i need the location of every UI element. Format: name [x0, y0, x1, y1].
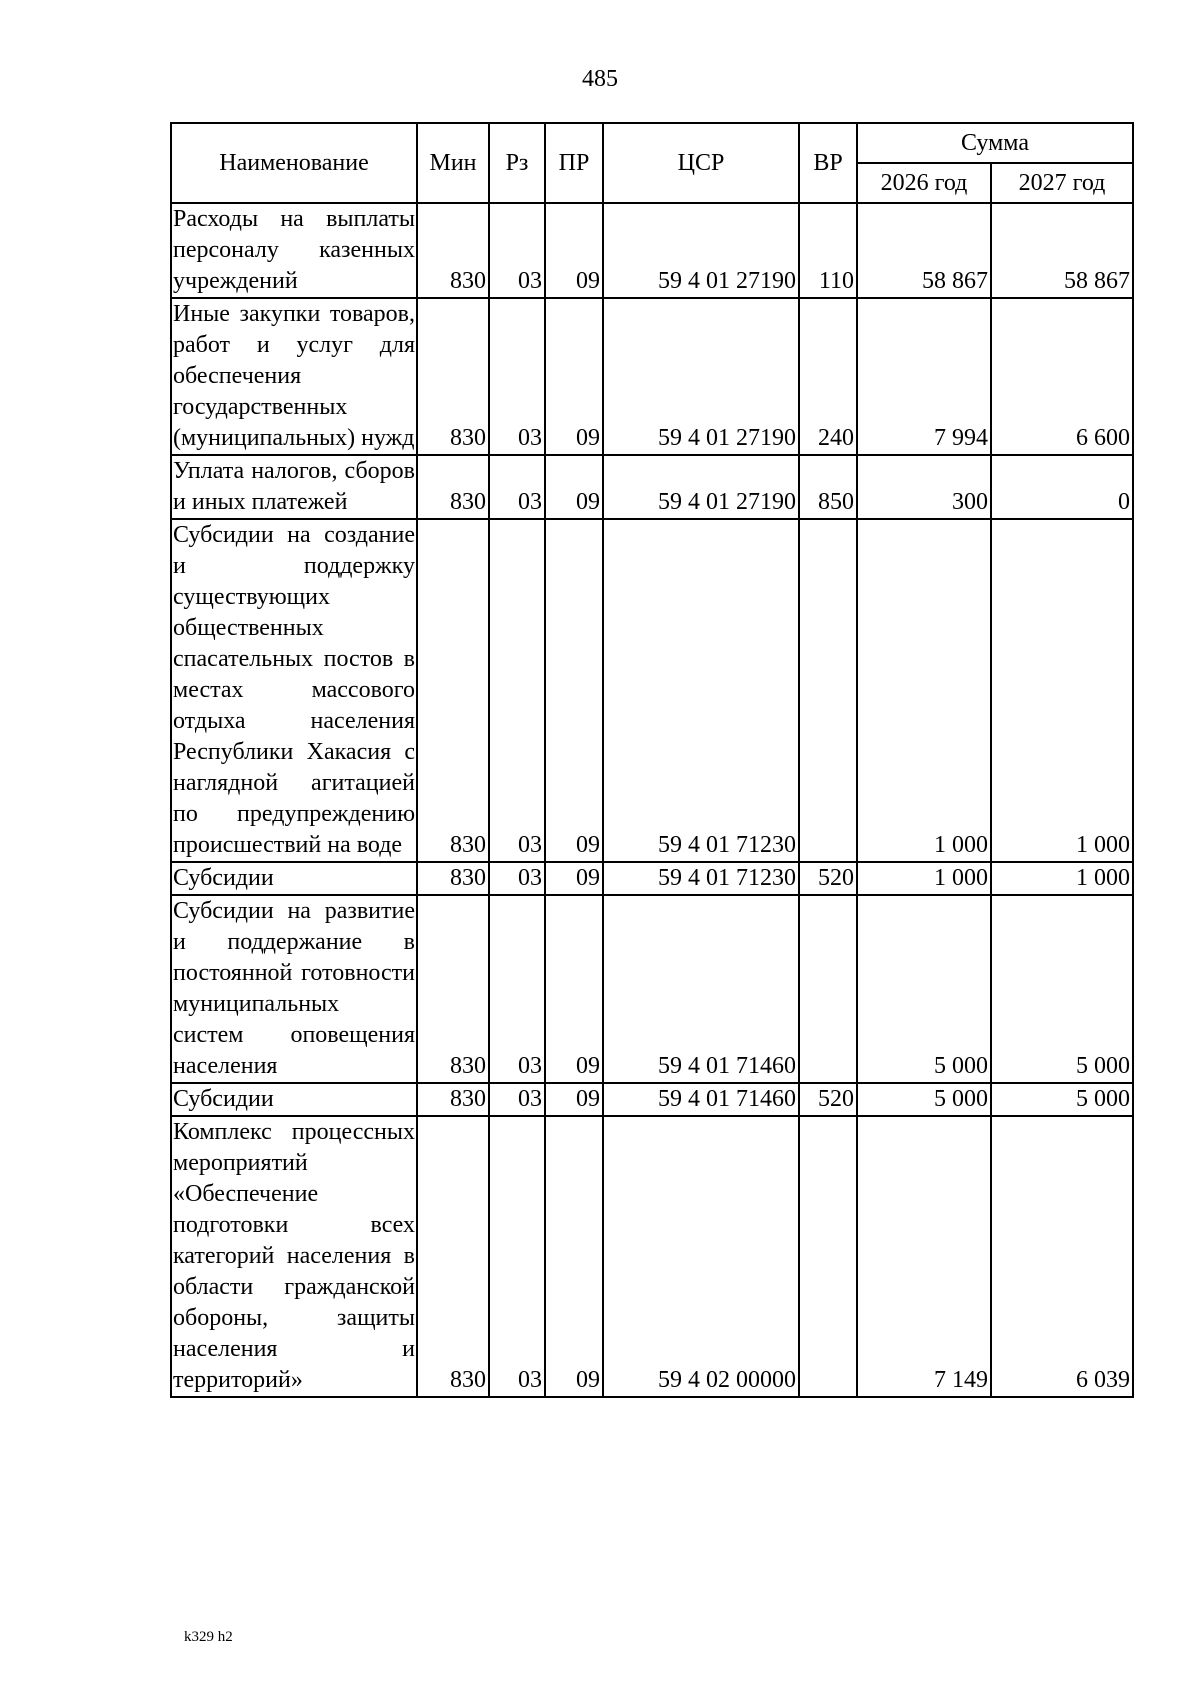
row-pr: 09 — [545, 1116, 603, 1397]
row-rz: 03 — [489, 455, 545, 519]
row-name: Уплата налогов, сборов и иных платежей — [171, 455, 417, 519]
row-vr: 850 — [799, 455, 857, 519]
row-sum-2026: 7 994 — [857, 298, 991, 455]
row-sum-2027: 1 000 — [991, 862, 1133, 895]
row-pr: 09 — [545, 1083, 603, 1116]
header-sum: Сумма — [857, 123, 1133, 163]
header-year-2026: 2026 год — [857, 163, 991, 203]
header-name: Наименование — [171, 123, 417, 203]
row-pr: 09 — [545, 298, 603, 455]
row-sum-2026: 1 000 — [857, 862, 991, 895]
row-rz: 03 — [489, 862, 545, 895]
table-row — [171, 203, 1133, 298]
row-name: Субсидии на развитие и поддержание в постоянной готовности муниципальных систем оповещения населения — [171, 895, 417, 1083]
row-csr: 59 4 01 71460 — [603, 895, 799, 1083]
row-pr: 09 — [545, 895, 603, 1083]
row-csr: 59 4 01 27190 — [603, 298, 799, 455]
table-row — [171, 298, 1133, 455]
table-row — [171, 862, 1133, 895]
row-sum-2026: 300 — [857, 455, 991, 519]
page-number: 485 — [582, 66, 618, 92]
row-pr: 09 — [545, 455, 603, 519]
table-row — [171, 1116, 1133, 1397]
row-vr: 110 — [799, 203, 857, 298]
row-sum-2026: 58 867 — [857, 203, 991, 298]
row-vr: 240 — [799, 298, 857, 455]
row-min: 830 — [417, 1083, 489, 1116]
row-name: Иные закупки товаров, работ и услуг для обеспечения государственных (муниципальных) нужд — [171, 298, 417, 455]
table-row — [171, 455, 1133, 519]
row-csr: 59 4 02 00000 — [603, 1116, 799, 1397]
row-rz: 03 — [489, 895, 545, 1083]
row-vr: 520 — [799, 862, 857, 895]
row-min: 830 — [417, 519, 489, 862]
header-csr: ЦСР — [603, 123, 799, 203]
row-csr: 59 4 01 71230 — [603, 862, 799, 895]
row-sum-2027: 5 000 — [991, 1083, 1133, 1116]
row-pr: 09 — [545, 519, 603, 862]
row-sum-2026: 5 000 — [857, 1083, 991, 1116]
row-rz: 03 — [489, 519, 545, 862]
row-vr — [799, 1116, 857, 1397]
row-min: 830 — [417, 298, 489, 455]
row-name: Субсидии — [171, 862, 417, 895]
row-pr: 09 — [545, 862, 603, 895]
row-vr — [799, 519, 857, 862]
row-rz: 03 — [489, 1083, 545, 1116]
table-row — [171, 1083, 1133, 1116]
row-vr — [799, 895, 857, 1083]
row-sum-2026: 1 000 — [857, 519, 991, 862]
row-min: 830 — [417, 895, 489, 1083]
row-sum-2027: 6 039 — [991, 1116, 1133, 1397]
row-sum-2027: 0 — [991, 455, 1133, 519]
row-sum-2026: 5 000 — [857, 895, 991, 1083]
row-name: Субсидии — [171, 1083, 417, 1116]
row-sum-2027: 1 000 — [991, 519, 1133, 862]
table-row — [171, 895, 1133, 1083]
header-year-2027: 2027 год — [991, 163, 1133, 203]
header-vr: ВР — [799, 123, 857, 203]
header-min: Мин — [417, 123, 489, 203]
row-min: 830 — [417, 455, 489, 519]
row-name: Субсидии на создание и поддержку существующих общественных спасательных постов в местах массового отдыха населения Республики Хакасия с наглядной агитацией по предупреждению происшествий на воде — [171, 519, 417, 862]
row-sum-2026: 7 149 — [857, 1116, 991, 1397]
row-csr: 59 4 01 71230 — [603, 519, 799, 862]
row-rz: 03 — [489, 298, 545, 455]
row-rz: 03 — [489, 1116, 545, 1397]
row-name: Комплекс процессных мероприятий «Обеспечение подготовки всех категорий населения в области гражданской обороны, защиты населения и территорий» — [171, 1116, 417, 1397]
table-row — [171, 519, 1133, 862]
row-csr: 59 4 01 27190 — [603, 203, 799, 298]
row-name: Расходы на выплаты персоналу казенных учреждений — [171, 203, 417, 298]
table-header — [171, 123, 1133, 203]
row-min: 830 — [417, 203, 489, 298]
row-rz: 03 — [489, 203, 545, 298]
row-csr: 59 4 01 71460 — [603, 1083, 799, 1116]
row-min: 830 — [417, 1116, 489, 1397]
row-sum-2027: 6 600 — [991, 298, 1133, 455]
row-sum-2027: 58 867 — [991, 203, 1133, 298]
row-pr: 09 — [545, 203, 603, 298]
budget-table — [170, 122, 1134, 1398]
row-min: 830 — [417, 862, 489, 895]
header-pr: ПР — [545, 123, 603, 203]
footer-code: k329 h2 — [184, 1629, 233, 1645]
row-vr: 520 — [799, 1083, 857, 1116]
header-rz: Рз — [489, 123, 545, 203]
row-csr: 59 4 01 27190 — [603, 455, 799, 519]
row-sum-2027: 5 000 — [991, 895, 1133, 1083]
